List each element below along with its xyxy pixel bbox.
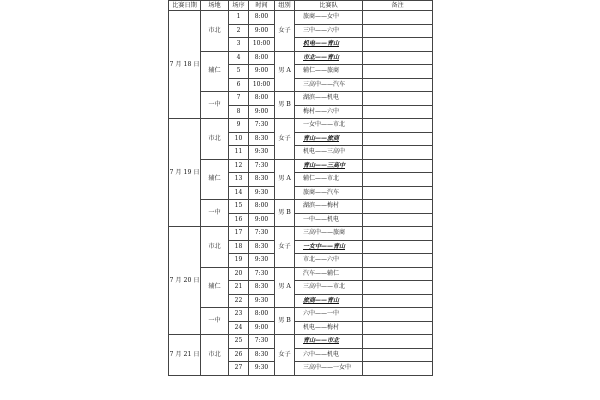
venue-cell: 市北 [201,227,229,268]
match-cell: 一中——机电 [295,213,363,227]
match-cell: 旅商——女中 [295,11,363,25]
time-cell: 7:30 [249,159,275,173]
time-cell: 9:00 [249,65,275,79]
note-cell [363,132,433,146]
seq-cell: 19 [229,254,249,268]
venue-cell: 一中 [201,200,229,227]
time-cell: 8:00 [249,308,275,322]
note-cell [363,308,433,322]
note-cell [363,78,433,92]
seq-cell: 12 [229,159,249,173]
note-cell [363,254,433,268]
venue-cell: 市北 [201,11,229,52]
group-cell: 女子 [275,11,295,52]
time-cell: 8:00 [249,200,275,214]
match-cell: 六中——一中 [295,308,363,322]
table-row [169,51,433,65]
seq-cell: 1 [229,11,249,25]
group-cell: 女子 [275,335,295,376]
match-schedule-table [168,0,433,376]
time-cell: 9:30 [249,146,275,160]
table-row [169,335,433,349]
time-cell: 8:30 [249,173,275,187]
match-cell: 旅商——青山 [295,294,363,308]
seq-cell: 4 [229,51,249,65]
venue-cell: 一中 [201,308,229,335]
match-cell: 六中——机电 [295,348,363,362]
time-cell: 9:00 [249,213,275,227]
seq-cell: 5 [229,65,249,79]
time-cell: 9:30 [249,254,275,268]
table-row [169,119,433,133]
match-cell: 湖滨——机电 [295,92,363,106]
venue-cell: 辅仁 [201,267,229,308]
match-cell: 汽车——辅仁 [295,267,363,281]
match-cell: 机电——三高中 [295,146,363,160]
header-venue: 场地 [201,1,229,11]
seq-cell: 27 [229,362,249,376]
table-row [169,200,433,214]
time-cell: 9:30 [249,186,275,200]
date-cell: 7 月 18 日 [169,11,201,119]
time-cell: 10:00 [249,78,275,92]
date-cell: 7 月 19 日 [169,119,201,227]
group-cell: 男 A [275,51,295,92]
note-cell [363,348,433,362]
match-cell: 青山——三高中 [295,159,363,173]
match-cell: 青山——市北 [295,335,363,349]
venue-cell: 市北 [201,119,229,160]
seq-cell: 20 [229,267,249,281]
note-cell [363,92,433,106]
header-date: 比赛日期 [169,1,201,11]
group-cell: 男 B [275,92,295,119]
note-cell [363,11,433,25]
seq-cell: 14 [229,186,249,200]
note-cell [363,294,433,308]
seq-cell: 7 [229,92,249,106]
table-row [169,227,433,241]
note-cell [363,173,433,187]
header-group: 组别 [275,1,295,11]
note-cell [363,281,433,295]
seq-cell: 25 [229,335,249,349]
time-cell: 9:00 [249,24,275,38]
venue-cell: 市北 [201,335,229,376]
time-cell: 8:30 [249,281,275,295]
table-row [169,159,433,173]
table-row [169,11,433,25]
note-cell [363,186,433,200]
seq-cell: 18 [229,240,249,254]
group-cell: 男 B [275,308,295,335]
seq-cell: 6 [229,78,249,92]
match-cell: 机电——青山 [295,38,363,52]
seq-cell: 9 [229,119,249,133]
match-cell: 辅仁——市北 [295,173,363,187]
match-cell: 一女中——市北 [295,119,363,133]
note-cell [363,38,433,52]
match-cell: 一女中——青山 [295,240,363,254]
note-cell [363,240,433,254]
seq-cell: 22 [229,294,249,308]
seq-cell: 16 [229,213,249,227]
match-cell: 三高中——一女中 [295,362,363,376]
time-cell: 7:30 [249,267,275,281]
seq-cell: 3 [229,38,249,52]
time-cell: 8:30 [249,348,275,362]
group-cell: 男 A [275,159,295,200]
time-cell: 8:30 [249,132,275,146]
note-cell [363,362,433,376]
match-cell: 旅商——汽车 [295,186,363,200]
group-cell: 女子 [275,119,295,160]
time-cell: 10:00 [249,38,275,52]
header-match: 比赛队 [295,1,363,11]
time-cell: 8:00 [249,51,275,65]
note-cell [363,159,433,173]
time-cell: 9:30 [249,362,275,376]
seq-cell: 10 [229,132,249,146]
seq-cell: 11 [229,146,249,160]
seq-cell: 13 [229,173,249,187]
seq-cell: 24 [229,321,249,335]
venue-cell: 辅仁 [201,51,229,92]
note-cell [363,105,433,119]
table-row [169,308,433,322]
time-cell: 7:30 [249,227,275,241]
match-cell: 市北——六中 [295,254,363,268]
seq-cell: 23 [229,308,249,322]
note-cell [363,200,433,214]
match-cell: 三高中——汽车 [295,78,363,92]
group-cell: 男 B [275,200,295,227]
note-cell [363,65,433,79]
time-cell: 8:00 [249,92,275,106]
time-cell: 9:30 [249,294,275,308]
group-cell: 男 A [275,267,295,308]
match-cell: 三高中——市北 [295,281,363,295]
note-cell [363,267,433,281]
seq-cell: 26 [229,348,249,362]
header-row [169,1,433,11]
note-cell [363,227,433,241]
date-cell: 7 月 21 日 [169,335,201,376]
match-cell: 市北——青山 [295,51,363,65]
time-cell: 9:00 [249,105,275,119]
table-row [169,92,433,106]
time-cell: 8:00 [249,11,275,25]
time-cell: 7:30 [249,119,275,133]
note-cell [363,119,433,133]
schedule-body [169,11,433,376]
seq-cell: 15 [229,200,249,214]
match-cell: 机电——梅村 [295,321,363,335]
venue-cell: 辅仁 [201,159,229,200]
match-cell: 三高中——旅商 [295,227,363,241]
header-time: 时间 [249,1,275,11]
date-cell: 7 月 20 日 [169,227,201,335]
note-cell [363,321,433,335]
table-row [169,267,433,281]
match-cell: 梅村——六中 [295,105,363,119]
seq-cell: 21 [229,281,249,295]
seq-cell: 2 [229,24,249,38]
seq-cell: 8 [229,105,249,119]
time-cell: 9:00 [249,321,275,335]
match-cell: 湖滨——梅村 [295,200,363,214]
time-cell: 7:30 [249,335,275,349]
note-cell [363,146,433,160]
time-cell: 8:30 [249,240,275,254]
header-note: 备注 [363,1,433,11]
seq-cell: 17 [229,227,249,241]
header-seq: 场序 [229,1,249,11]
note-cell [363,335,433,349]
match-cell: 辅仁——旅商 [295,65,363,79]
venue-cell: 一中 [201,92,229,119]
group-cell: 女子 [275,227,295,268]
match-cell: 青山——旅商 [295,132,363,146]
note-cell [363,24,433,38]
note-cell [363,213,433,227]
match-cell: 三中——六中 [295,24,363,38]
note-cell [363,51,433,65]
